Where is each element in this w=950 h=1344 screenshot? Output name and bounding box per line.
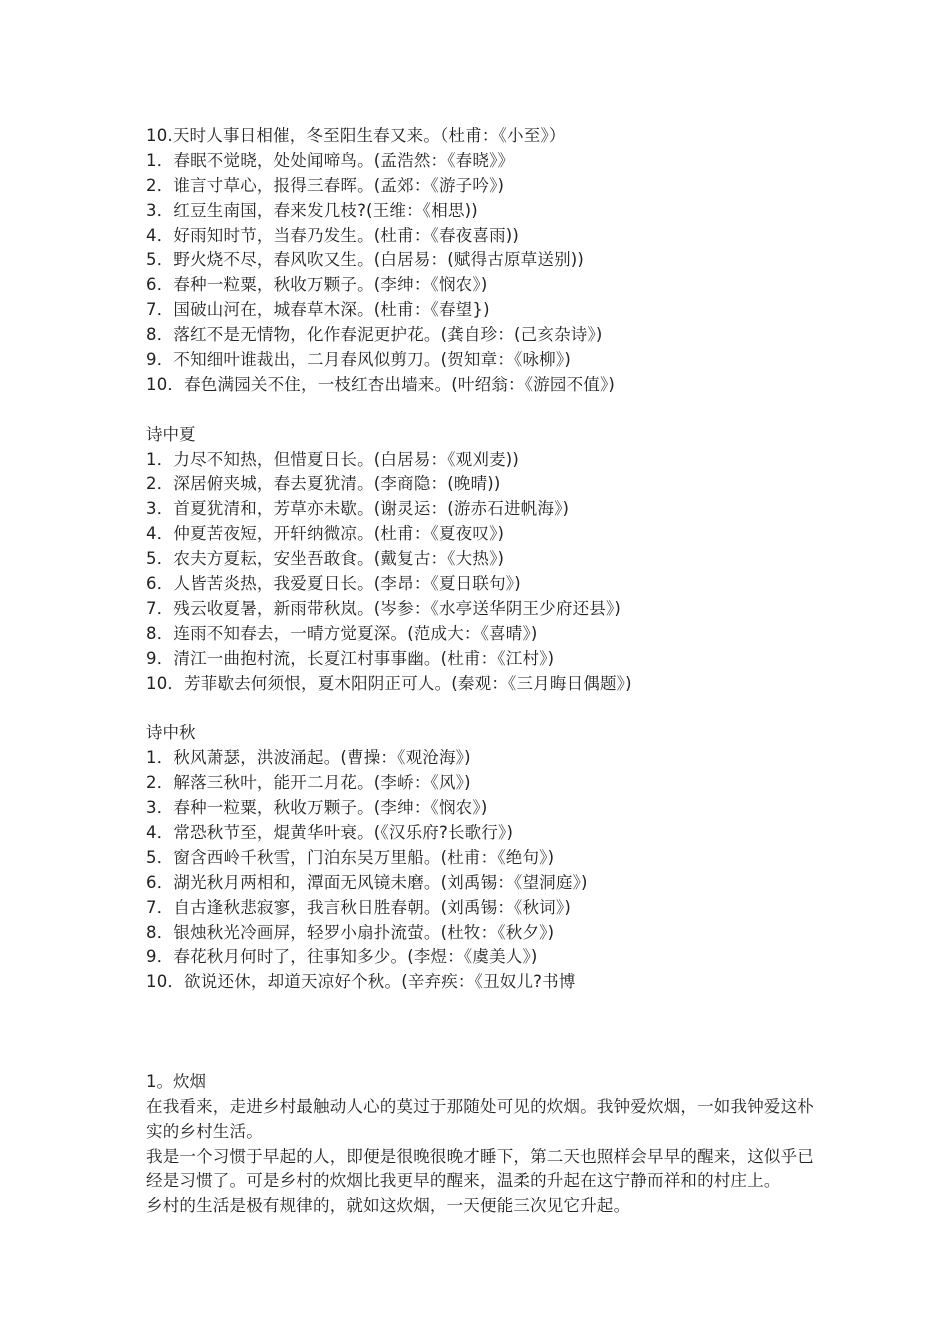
section-spacer — [146, 696, 816, 721]
poem-line: 2．深居俯夹城，春去夏犹清。(李商隐：(晚晴)) — [146, 474, 501, 494]
poem-line: 5．农夫方夏耘，安坐吾敢食。(戴复古：《大热》) — [146, 549, 505, 569]
poem-line: 2．解落三秋叶，能开二月花。(李峤：《风》) — [146, 773, 471, 793]
poem-line: 8．银烛秋光冷画屏，轻罗小扇扑流萤。(杜牧：《秋夕》) — [146, 922, 555, 942]
poem-line: 10．春色满园关不住，一枝红杏出墙来。(叶绍翁：《游园不值》) — [146, 374, 616, 394]
poem-line: 4．常恐秋节至，焜黄华叶衰。(《汉乐府?长歌行》) — [146, 822, 514, 842]
poem-line: 8．连雨不知春去，一晴方觉夏深。(范成大：《喜晴》) — [146, 623, 538, 643]
poem-line: 7．自古逢秋悲寂寥，我言秋日胜春朝。(刘禹锡：《秋词》) — [146, 897, 571, 917]
essay-section — [146, 1070, 816, 1219]
poem-line: 3．春种一粒粟，秋收万颗子。(李绅：《悯农》) — [146, 798, 488, 818]
poem-line: 10．芳菲歇去何须恨，夏木阳阴正可人。(秦观：《三月晦日偶题》) — [146, 673, 632, 693]
section-heading-autumn: 诗中秋 — [146, 723, 196, 743]
poem-line: 6．人皆苦炎热，我爱夏日长。(李昂：《夏日联句》) — [146, 574, 521, 594]
poem-line: 10．欲说还休，却道天凉好个秋。(辛弃疾：《丑奴儿?书博 — [146, 972, 576, 992]
poem-line: 9．清江一曲抱村流，长夏江村事事幽。(杜甫：《江村》) — [146, 648, 555, 668]
section-spacer — [146, 398, 816, 423]
poem-line: 7．残云收夏暑，新雨带秋岚。(岑参：《水亭送华阴王少府还县》) — [146, 598, 622, 618]
poem-line: 6．湖光秋月两相和，潭面无风镜未磨。(刘禹锡：《望洞庭》) — [146, 872, 588, 892]
poem-line: 4．好雨知时节，当春乃发生。(杜甫：《春夜喜雨)) — [146, 225, 520, 245]
section-spacer — [146, 1045, 816, 1070]
poem-line: 1．秋风萧瑟，洪波涌起。(曹操：《观沧海》) — [146, 748, 471, 768]
poem-line: 3．红豆生南国，春来发几枝?(王维：《相思)) — [146, 200, 478, 220]
summer-poem-section — [146, 423, 816, 697]
essay-paragraph: 我是一个习惯于早起的人，即便是很晚很晚才睡下，第二天也照样会早早的醒来，这似乎已经是习惯了。可是乡村的炊烟比我更早的醒来，温柔的升起在这宁静而祥和的村庄上。 — [146, 1146, 814, 1191]
document-content — [146, 124, 816, 1219]
poem-line: 1．力尽不知热，但惜夏日长。(白居易：《观刈麦)) — [146, 449, 520, 469]
poem-line: 9．不知细叶谁裁出，二月春风似剪刀。(贺知章：《咏柳》) — [146, 350, 571, 370]
poem-line: 7．国破山河在，城春草木深。(杜甫：《春望}) — [146, 300, 490, 320]
essay-paragraph: 在我看来，走进乡村最触动人心的莫过于那随处可见的炊烟。我钟爱炊烟，一如我钟爱这朴实的乡村生活。 — [146, 1096, 814, 1141]
poem-line: 6．春种一粒粟，秋收万颗子。(李绅：《悯农》) — [146, 275, 488, 295]
poem-line: 1．春眠不觉晓，处处闻啼鸟。(孟浩然：《春晓》》 — [146, 150, 515, 170]
spring-poem-list — [146, 124, 816, 398]
poem-line: 5．窗含西岭千秋雪，门泊东吴万里船。(杜甫：《绝句》) — [146, 847, 555, 867]
poem-line: 10.天时人事日相催，冬至阳生春又来。（杜甫：《小至》） — [146, 126, 566, 145]
poem-line: 9．春花秋月何时了，往事知多少。(李煜：《虞美人》) — [146, 947, 538, 967]
poem-line: 2．谁言寸草心，报得三春晖。(孟郊：《游子吟》) — [146, 175, 505, 195]
poem-line: 3．首夏犹清和，芳草亦未歇。(谢灵运：(游赤石进帆海》) — [146, 499, 570, 519]
section-spacer — [146, 995, 816, 1045]
poem-line: 8．落红不是无情物，化作春泥更护花。(龚自珍：(己亥杂诗》) — [146, 325, 603, 345]
poem-line: 5．野火烧不尽，春风吹又生。(白居易：(赋得古原草送别)) — [146, 250, 585, 270]
essay-heading: 1。炊烟 — [146, 1071, 206, 1091]
section-heading-summer: 诗中夏 — [146, 424, 196, 444]
poem-line: 4．仲夏苦夜短，开轩纳微凉。(杜甫：《夏夜叹》) — [146, 524, 505, 544]
essay-paragraph: 乡村的生活是极有规律的，就如这炊烟，一天便能三次见它升起。 — [146, 1196, 631, 1216]
autumn-poem-section — [146, 721, 816, 995]
